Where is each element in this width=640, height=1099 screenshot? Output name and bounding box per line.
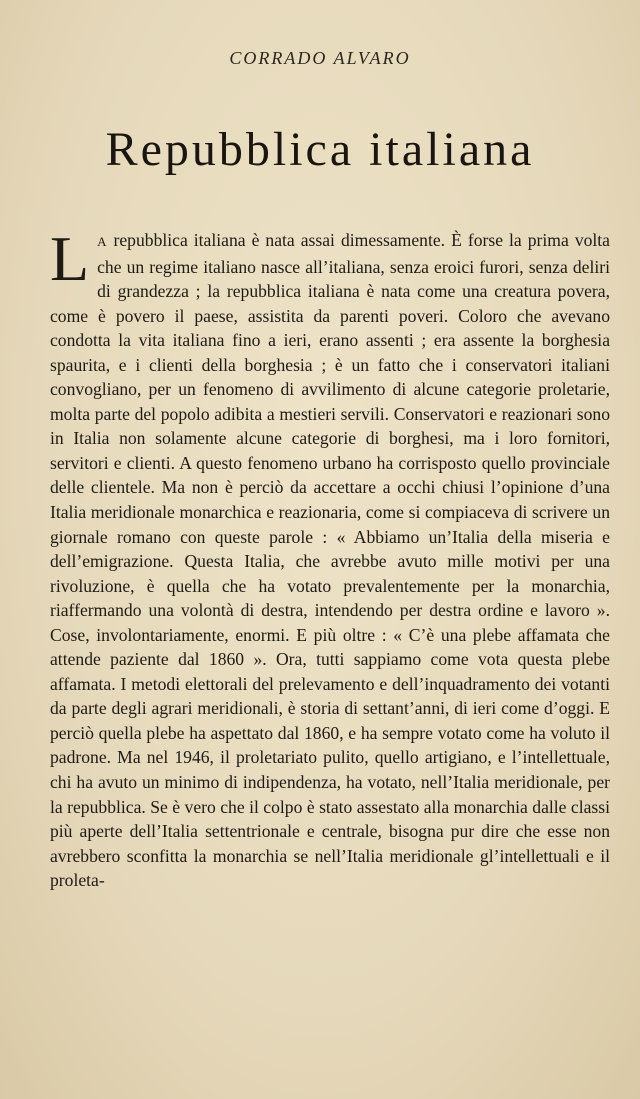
drop-cap: L xyxy=(50,223,90,294)
author-name: CORRADO ALVARO xyxy=(229,48,411,68)
article-paragraph xyxy=(50,223,610,893)
article-body xyxy=(50,223,610,893)
article-text: repubblica italiana è nata assai dimessamente. È forse la prima volta che un regime italiano nasce all’italiana, senza eroici furori, senza deliri di grandezza ; la repubblica italiana è nata come una creatura povera, come è povero il paese, assistita da parenti poveri. Coloro che avevano condotta la vita italiana fino a ieri, erano assenti ; era assente la borghesia spaurita, e i clienti della borghesia ; è un fatto che i conservatori italiani convogliano, per un fenomeno di avvilimento di alcune categorie proletarie, molta parte del popolo adibita a mestieri servili. Conservatori e reazionari sono in Italia non solamente alcune categorie di borghesi, ma i loro fornitori, servitori e clienti. A questo fenomeno urbano ha corrisposto quello provinciale delle clientele. Ma non è perciò da accettare a occhi chiusi l’opinione d’una Italia meridionale monarchica e reazionaria, come si compiaceva di scrivere un giornale romano con queste parole : « Abbiamo un’Italia della miseria e dell’emigrazione. Questa Italia, che avrebbe avuto mille motivi per una rivoluzione, è quella che ha votato prevalentemente per la monarchia, riaffermando una volontà di destra, intendendo per destra ordine e lavoro ». Cose, involontariamente, enormi. E più oltre : « C’è una plebe affamata che attende paziente dal 1860 ». Ora, tutti sappiamo come vota questa plebe affamata. I metodi elettorali del prelevamento e dell’inquadramento dei votanti da parte degli agrari meridionali, è storia di settant’anni, di ieri come d’oggi. E perciò quella plebe ha aspettato dal 1860, e ha sempre votato come ha voluto il padrone. Ma nel 1946, il proletariato pulito, quello artigiano, e l’intellettuale, chi ha avuto un minimo di indipendenza, ha votato, nell’Italia meridionale, per la repubblica. Se è vero che il colpo è stato assestato alla monarchia dalle classi più aperte dell’Italia settentrionale e centrale, bisogna pur dire che esse non avrebbero sconfitta la monarchia se nell’Italia meridionale gl’intellettuali e il proleta- xyxy=(50,230,610,891)
lead-smallcap: A xyxy=(97,234,108,249)
page-title: Repubblica italiana xyxy=(105,123,535,176)
